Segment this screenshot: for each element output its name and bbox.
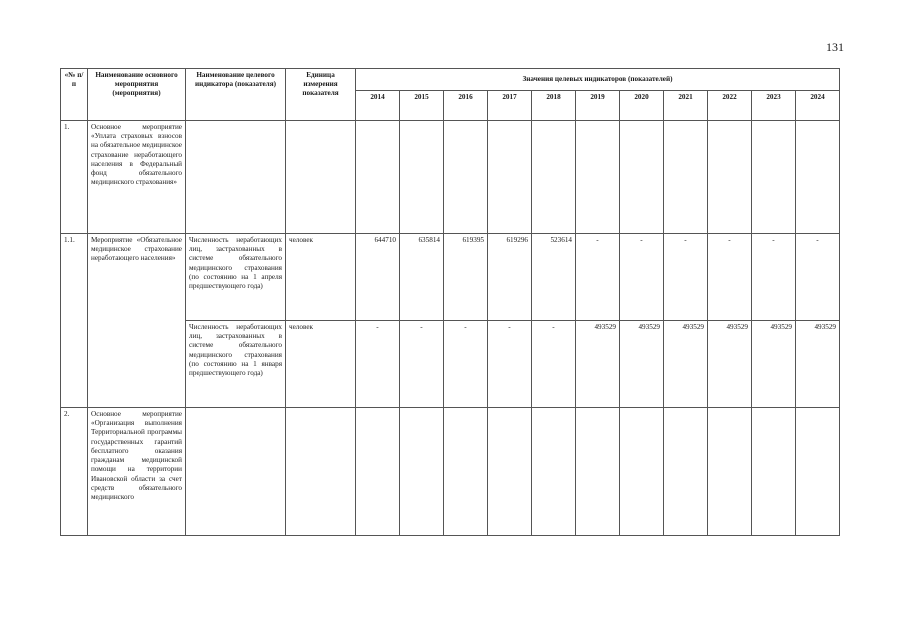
indicator-value: [488, 408, 532, 536]
indicator-value: -: [444, 321, 488, 408]
header-year: 2021: [664, 91, 708, 121]
indicator-value: [620, 121, 664, 234]
row-number: 1.1.: [61, 234, 88, 408]
header-event: Наименование основного мероприятия (мероприятия): [88, 69, 186, 121]
indicator-value: [400, 121, 444, 234]
indicator-value: -: [752, 234, 796, 321]
row-number: 1.: [61, 121, 88, 234]
indicator-name: Численность неработающих лиц, застрахованных в системе обязательного медицинского страхования (по состоянию на 1 апреля предшествующего года): [186, 234, 286, 321]
indicator-value: [796, 121, 840, 234]
indicator-value: -: [356, 321, 400, 408]
indicator-value: -: [576, 234, 620, 321]
indicator-value: [444, 408, 488, 536]
indicator-value: 493529: [752, 321, 796, 408]
unit: человек: [286, 321, 356, 408]
unit: человек: [286, 234, 356, 321]
indicator-value: 493529: [664, 321, 708, 408]
indicator-value: -: [400, 321, 444, 408]
indicator-value: 493529: [620, 321, 664, 408]
indicator-value: [708, 408, 752, 536]
header-year: 2014: [356, 91, 400, 121]
header-num: «№ п/п: [61, 69, 88, 121]
header-year: 2022: [708, 91, 752, 121]
indicator-value: 619296: [488, 234, 532, 321]
row-number: 2.: [61, 408, 88, 536]
header-unit: Единица измерения показателя: [286, 69, 356, 121]
unit: [286, 408, 356, 536]
event-name: Мероприятие «Обязательное медицинское страхование неработающего населения»: [88, 234, 186, 408]
event-name: Основное мероприятие «Организация выполнения Территориальной программы государственных гарантий бесплатного оказания гражданам медицинской помощи на территории Ивановской области за счет средств обязательного медицинского: [88, 408, 186, 536]
indicator-value: 619395: [444, 234, 488, 321]
indicator-value: -: [532, 321, 576, 408]
indicator-value: -: [488, 321, 532, 408]
indicator-value: [664, 408, 708, 536]
indicator-name: Численность неработающих лиц, застрахованных в системе обязательного медицинского страхования (по состоянию на 1 января предшествующего года): [186, 321, 286, 408]
indicator-value: 493529: [708, 321, 752, 408]
indicator-value: [576, 121, 620, 234]
indicator-value: -: [796, 234, 840, 321]
indicator-value: [356, 121, 400, 234]
table-row: [61, 234, 840, 321]
indicator-value: 635814: [400, 234, 444, 321]
indicator-value: [576, 408, 620, 536]
indicator-value: [488, 121, 532, 234]
indicator-value: -: [664, 234, 708, 321]
page-number: 131: [826, 40, 844, 54]
header-values: Значения целевых индикаторов (показателей): [356, 69, 840, 91]
header-year: 2016: [444, 91, 488, 121]
indicator-name: [186, 408, 286, 536]
table-row: [61, 408, 840, 536]
indicator-value: [664, 121, 708, 234]
unit: [286, 121, 356, 234]
indicator-value: [400, 408, 444, 536]
indicator-value: 644710: [356, 234, 400, 321]
indicator-value: 493529: [576, 321, 620, 408]
indicator-value: [356, 408, 400, 536]
indicator-value: 493529: [796, 321, 840, 408]
header-indicator: Наименование целевого индикатора (показателя): [186, 69, 286, 121]
indicator-value: -: [708, 234, 752, 321]
indicator-value: [752, 121, 796, 234]
indicator-value: [752, 408, 796, 536]
indicator-value: 523614: [532, 234, 576, 321]
indicator-value: [708, 121, 752, 234]
indicator-value: [444, 121, 488, 234]
event-name: Основное мероприятие «Уплата страховых взносов на обязательное медицинское страхование неработающего населения в Федеральный фонд обязательного медицинского страхования»: [88, 121, 186, 234]
header-year: 2017: [488, 91, 532, 121]
indicator-value: -: [620, 234, 664, 321]
indicator-value: [796, 408, 840, 536]
indicators-table: [60, 68, 840, 536]
header-year: 2018: [532, 91, 576, 121]
header-year: 2020: [620, 91, 664, 121]
header-year: 2023: [752, 91, 796, 121]
indicator-value: [532, 121, 576, 234]
indicator-value: [620, 408, 664, 536]
table-row: [61, 121, 840, 234]
header-year: 2015: [400, 91, 444, 121]
indicator-value: [532, 408, 576, 536]
header-year: 2024: [796, 91, 840, 121]
indicator-name: [186, 121, 286, 234]
header-year: 2019: [576, 91, 620, 121]
